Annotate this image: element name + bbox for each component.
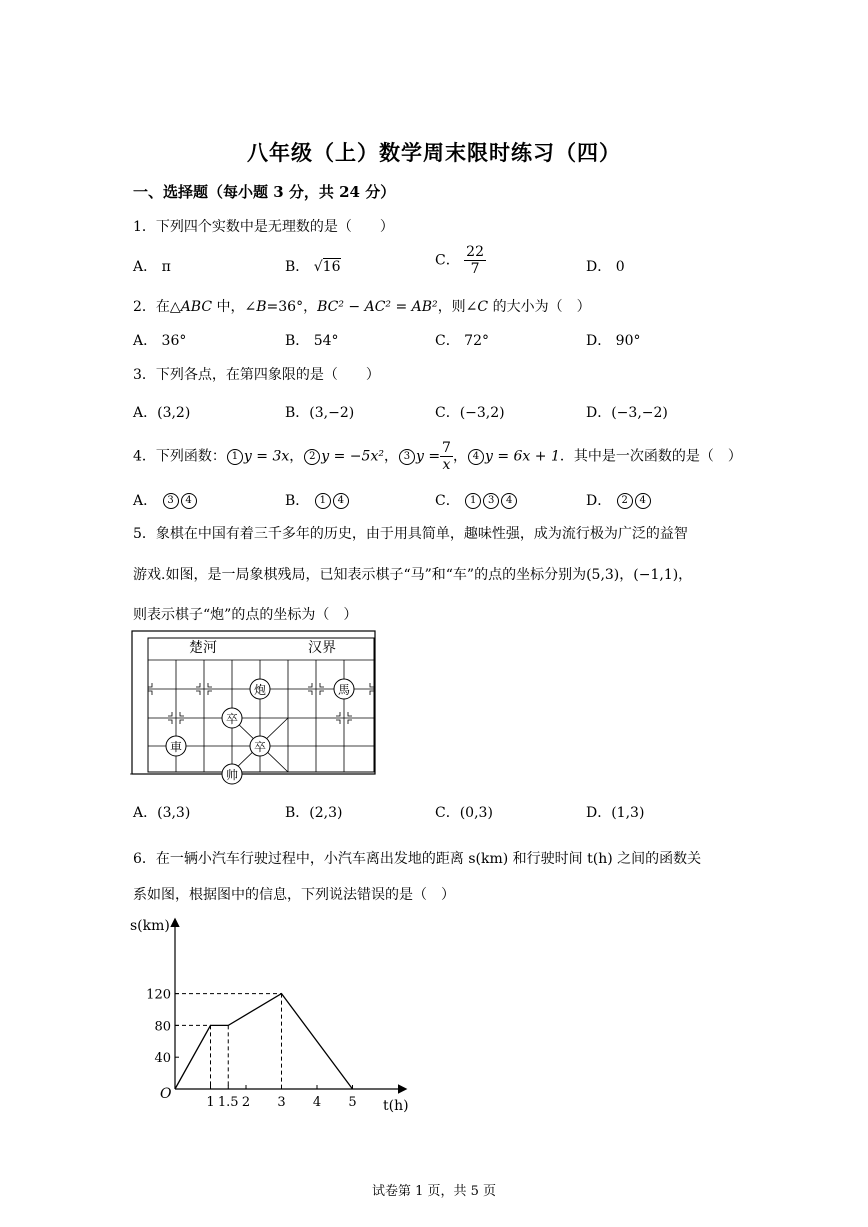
q4-option-d[interactable]: D． 2 4 <box>586 490 652 510</box>
q5-option-b[interactable]: B．(2,3) <box>285 805 343 821</box>
q2-option-d[interactable]: D． 90° <box>586 333 641 349</box>
q4-option-a[interactable]: A． 3 4 <box>133 490 198 510</box>
x-tick-label-2: 2 <box>241 1095 251 1110</box>
y-tick-label-0: 40 <box>154 1051 171 1067</box>
q1-option-b[interactable]: B． √16 <box>285 259 341 275</box>
question-6-line-1: 6．在一辆小汽车行驶过程中，小汽车离出发地的距离 s(km) 和行驶时间 t(h) 之间的函数关 <box>133 851 702 867</box>
q5-option-a[interactable]: A．(3,3) <box>133 805 191 821</box>
q4-option-b[interactable]: B． 1 4 <box>285 490 350 510</box>
question-4-stem: 4．下列函数： 1 y = 3x， 2 y = −5x²， 3 y = $\frac{7}{x}$ ， 4 y = 6x + 1．其中是一次函数的是（ ） <box>133 440 742 473</box>
q1-option-d[interactable]: D． 0 <box>586 259 625 275</box>
q1-option-a[interactable]: A． π <box>133 259 171 275</box>
question-3-stem: 3．下列各点，在第四象限的是（ ） <box>133 367 380 383</box>
y-tick-label-1: 80 <box>154 1019 171 1035</box>
x-tick-label-1: 1.5 <box>217 1095 239 1110</box>
question-6-line-2: 系如图，根据图中的信息，下列说法错误的是（ ） <box>133 887 455 903</box>
q3-option-b[interactable]: B．(3,−2) <box>285 405 355 421</box>
distance-time-chart <box>125 912 415 1117</box>
origin-label: O <box>160 1086 172 1102</box>
svg-text:炮: 炮 <box>253 683 267 697</box>
q1-option-c[interactable]: C． $\frac{22}{7}$ <box>435 244 484 277</box>
svg-text:車: 車 <box>169 740 183 754</box>
q5-option-c[interactable]: C．(0,3) <box>435 805 493 821</box>
x-tick-label-4: 4 <box>312 1095 322 1110</box>
question-5-line-1: 5．象棋在中国有着三千多年的历史，由于用具简单，趣味性强，成为流行极为广泛的益智 <box>133 526 688 542</box>
q2-option-c[interactable]: C． 72° <box>435 333 489 349</box>
svg-text:卒: 卒 <box>225 712 239 726</box>
x-tick-label-3: 3 <box>277 1095 286 1110</box>
y-tick-label-2: 120 <box>146 987 171 1003</box>
chess-piece-zu-2 <box>250 736 270 756</box>
question-5-line-2: 游戏.如图，是一局象棋残局，已知表示棋子“马”和“车”的点的坐标分别为(5,3)，(−1,1)， <box>133 567 693 583</box>
page-title: 八年级（上）数学周末限时练习（四） <box>247 140 621 165</box>
section-heading: 一、选择题（每小题 3 分，共 24 分） <box>133 183 396 201</box>
svg-text:卒: 卒 <box>253 740 267 754</box>
q2-option-a[interactable]: A． 36° <box>133 333 187 349</box>
chess-board-figure <box>130 630 380 785</box>
q4-option-c[interactable]: C． 1 3 4 <box>435 490 518 510</box>
board-label-chuhe: 楚河 <box>189 640 217 656</box>
question-2-stem: 2．在△ABC 中，∠B=36°，BC² − AC² = AB²，则∠C 的大小为（ ） <box>133 299 591 315</box>
chess-piece-shuai <box>222 764 242 784</box>
svg-text:馬: 馬 <box>337 683 351 697</box>
svg-text:帅: 帅 <box>225 768 239 782</box>
question-5-line-3: 则表示棋子“炮”的点的坐标为（ ） <box>133 607 358 623</box>
q3-option-c[interactable]: C．(−3,2) <box>435 405 505 421</box>
chess-piece-pao <box>250 679 270 699</box>
chess-piece-ma <box>334 679 354 699</box>
q5-option-d[interactable]: D．(1,3) <box>586 805 645 821</box>
question-1-stem: 1．下列四个实数中是无理数的是（ ） <box>133 219 394 235</box>
chess-piece-zu-1 <box>222 708 242 728</box>
x-tick-label-0: 1 <box>206 1095 215 1110</box>
x-axis-label: t(h) <box>383 1098 409 1114</box>
q3-option-d[interactable]: D．(−3,−2) <box>586 405 668 421</box>
y-axis-label: s(km) <box>130 918 170 934</box>
series-line <box>175 994 353 1089</box>
x-tick-label-5: 5 <box>348 1095 357 1110</box>
chess-piece-che <box>166 736 186 756</box>
page-footer: 试卷第 1 页，共 5 页 <box>371 1184 497 1199</box>
q3-option-a[interactable]: A．(3,2) <box>133 405 191 421</box>
q2-option-b[interactable]: B． 54° <box>285 333 339 349</box>
board-label-hanjie: 汉界 <box>308 640 336 656</box>
